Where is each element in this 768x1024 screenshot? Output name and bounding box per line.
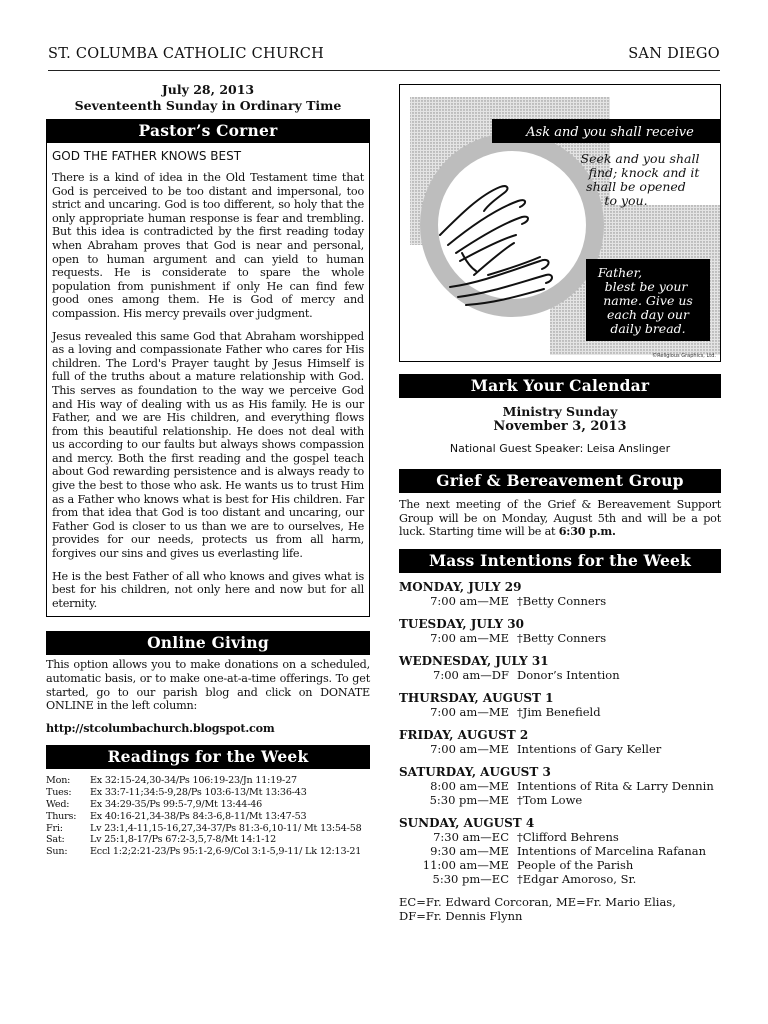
liturgical-day: Seventeenth Sunday in Ordinary Time: [74, 98, 342, 113]
city-name: SAN DIEGO: [628, 46, 720, 62]
reading-text: Lv 23:1,4-11,15-16,27,34-37/Ps 81:3-6,10-11/ Mt 13:54-58: [90, 822, 362, 834]
pastors-corner-body: [52, 171, 364, 610]
bulletin-date: [46, 82, 370, 114]
parish-blog-link[interactable]: http://stcolumbachurch.blogspot.com: [46, 720, 275, 735]
mass-intention: †Clifford Behrens: [517, 829, 619, 844]
reading-text: Lv 25:1,8-17/Ps 67:2-3,5,7-8/Mt 14:1-12: [90, 834, 277, 846]
right-column: [399, 84, 721, 923]
list-item: [399, 631, 721, 645]
mass-time: 7:00 am—ME: [430, 704, 509, 719]
list-item: [399, 872, 721, 886]
list-item: [399, 705, 721, 719]
reading-day: Sun:: [46, 846, 68, 858]
readings-heading: Readings for the Week: [46, 745, 370, 769]
paragraph: He is the best Father of all who knows and gives what is best for his children, not only here and now but for all eternity.: [52, 569, 364, 610]
reading-day: Fri:: [46, 822, 63, 834]
reading-day: Sat:: [46, 834, 65, 846]
calendar-section: [399, 374, 721, 455]
online-giving-heading: Online Giving: [46, 631, 370, 655]
list-item: [399, 594, 721, 608]
pastors-corner-box: [46, 143, 370, 617]
list-item: [46, 834, 370, 846]
list-item: [399, 742, 721, 756]
list-item: [46, 799, 370, 811]
mass-time: 9:30 am—ME: [430, 843, 509, 858]
mass-time: 5:30 pm—ME: [429, 792, 509, 807]
grief-text-block: [399, 498, 721, 539]
poster-credit: ©Religious Graphics, Ltd.: [652, 353, 716, 359]
list-item: [399, 830, 721, 844]
event-date: November 3, 2013: [493, 419, 627, 434]
mass-intention: †Betty Conners: [517, 593, 607, 608]
list-item: [399, 779, 721, 793]
reading-text: Ex 34:29-35/Ps 99:5-7,9/Mt 13:44-46: [90, 798, 263, 810]
mass-day: TUESDAY, JULY 30: [399, 616, 524, 631]
poster-banner: Ask and you shall receive: [526, 125, 694, 140]
list-item: [46, 846, 370, 858]
grief-text: The next meeting of the Grief & Bereavement Support Group will be on Monday, August 5th and will be a pot luck. Starting time will be at: [399, 498, 721, 539]
pastors-corner-heading: Pastor’s Corner: [46, 119, 370, 143]
pastors-corner: [46, 119, 370, 617]
celebrant-legend: EC=Fr. Edward Corcoran, ME=Fr. Mario Elias, DF=Fr. Dennis Flynn: [399, 894, 676, 923]
list-item: [46, 787, 370, 799]
list-item: [46, 775, 370, 787]
calendar-event: [399, 404, 721, 434]
reading-text: Eccl 1:2;2:21-23/Ps 95:1-2,6-9/Col 3:1-5,9-11/ Lk 12:13-21: [90, 846, 362, 858]
poster-prayer-line: name. Give us: [603, 293, 693, 308]
grief-time: 6:30 p.m.: [558, 524, 616, 539]
reading-text: Ex 33:7-11;34:5-9,28/Ps 103:6-13/Mt 13:36-43: [90, 787, 307, 799]
mass-intention: Intentions of Marcelina Rafanan: [517, 843, 707, 858]
mass-time: 7:00 am—ME: [430, 630, 509, 645]
date-line: July 28, 2013: [161, 82, 255, 97]
mass-intention: Donor’s Intention: [517, 667, 620, 682]
mass-section: [399, 549, 721, 923]
mass-intention: Intentions of Gary Keller: [517, 741, 662, 756]
mass-day: WEDNESDAY, JULY 31: [399, 653, 549, 668]
poster-prayer-line: blest be your: [604, 279, 688, 294]
mass-day: THURSDAY, AUGUST 1: [399, 690, 554, 705]
reading-day: Thurs:: [46, 810, 77, 822]
mass-heading: Mass Intentions for the Week: [399, 549, 721, 573]
grief-section: [399, 469, 721, 539]
calendar-heading: Mark Your Calendar: [399, 374, 721, 398]
mass-intention: †Edgar Amoroso, Sr.: [517, 871, 637, 886]
page-header: [48, 46, 720, 71]
list-item: [399, 858, 721, 872]
mass-time: 7:30 am—EC: [433, 829, 509, 844]
readings-list: [46, 775, 370, 858]
grief-heading: Grief & Bereavement Group: [399, 469, 721, 493]
mass-time: 5:30 pm—EC: [432, 871, 509, 886]
mass-time: 8:00 am—ME: [430, 778, 509, 793]
left-column: [46, 82, 370, 858]
mass-day: MONDAY, JULY 29: [399, 579, 522, 594]
mass-intention: †Betty Conners: [517, 630, 607, 645]
readings-section: [46, 745, 370, 858]
reading-text: Ex 32:15-24,30-34/Ps 106:19-23/Jn 11:19-27: [90, 775, 297, 787]
mass-list: [399, 580, 721, 923]
mass-time: 7:00 am—DF: [433, 667, 509, 682]
list-item: [399, 793, 721, 807]
reading-day: Wed:: [46, 798, 70, 810]
guest-speaker: National Guest Speaker: Leisa Anslinger: [449, 442, 671, 455]
paragraph: Jesus revealed this same God that Abraham worshipped as a loving and compassionate Father who cares for His children. The Lord's Prayer taught by Jesus Himself is full of the truths about a mature relationship with God. This serves as foundation to the way we perceive God and His way of dealing with us as His family. He is our Father, and we are His children, and everything flows from this beautiful relationship. He does not deal with us according to our faults but always shows compassion and mercy. Both the first reading and the gospel teach about God rewarding persistence and is always ready to give the best to those who ask. He wants us to trust Him as a Father who knows what is best for His children. Far from that idea that God is too distant and uncaring, our Father God is closer to us than we are to ourselves, He provides for our needs, protects us from all harm, forgives our sins and gives us everlasting life.: [52, 329, 364, 561]
poster-quote-line: Seek and you shall: [580, 151, 700, 166]
paragraph: There is a kind of idea in the Old Testament time that God is perceived to be too distant and impersonal, too strict and uncaring. God is too different, so holy that the only appropriate human response is fear and trembling. But this idea is contradicted by the first reading today when Abraham proves that God is near and personal, open to human argument and can yield to human requests. He is considerate to spare the whole population from punishment if only He can find few good ones among them. He is God of mercy and compassion. His mercy prevails over judgment.: [52, 171, 364, 320]
mass-intention: †Jim Benefield: [517, 704, 601, 719]
poster-prayer-line: daily bread.: [610, 321, 686, 336]
mass-intention: †Tom Lowe: [517, 792, 583, 807]
pastors-corner-title: GOD THE FATHER KNOWS BEST: [52, 149, 242, 163]
online-giving: [46, 631, 370, 735]
list-item: [399, 844, 721, 858]
poster-quote-line: find; knock and it: [588, 165, 700, 180]
prayer-poster: [399, 84, 721, 362]
online-giving-description: This option allows you to make donations on a scheduled, automatic basis, or to make one-at-a-time offerings. To get started, go to our parish blog and click on DONATE ONLINE in the left column:: [46, 658, 370, 713]
poster-quote-line: to you.: [604, 193, 648, 208]
mass-day: SATURDAY, AUGUST 3: [399, 764, 551, 779]
reading-day: Tues:: [46, 787, 72, 799]
list-item: [46, 823, 370, 835]
list-item: [46, 811, 370, 823]
poster-prayer-line: each day our: [607, 307, 689, 322]
mass-day: FRIDAY, AUGUST 2: [399, 727, 529, 742]
mass-time: 7:00 am—ME: [430, 593, 509, 608]
online-giving-text: [46, 658, 370, 735]
event-name: Ministry Sunday: [502, 404, 618, 419]
list-item: [399, 668, 721, 682]
mass-day: SUNDAY, AUGUST 4: [399, 815, 535, 830]
reading-day: Mon:: [46, 775, 71, 787]
mass-time: 7:00 am—ME: [430, 741, 509, 756]
reading-text: Ex 40:16-21,34-38/Ps 84:3-6,8-11/Mt 13:47-53: [90, 810, 307, 822]
mass-time: 11:00 am—ME: [422, 857, 509, 872]
church-name: ST. COLUMBA CATHOLIC CHURCH: [48, 46, 325, 62]
poster-prayer-line: Father,: [597, 265, 643, 280]
poster-quote-line: shall be opened: [586, 179, 686, 194]
poster-artwork: [400, 85, 720, 361]
mass-intention: People of the Parish: [517, 857, 634, 872]
mass-intention: Intentions of Rita & Larry Dennin: [517, 778, 714, 793]
